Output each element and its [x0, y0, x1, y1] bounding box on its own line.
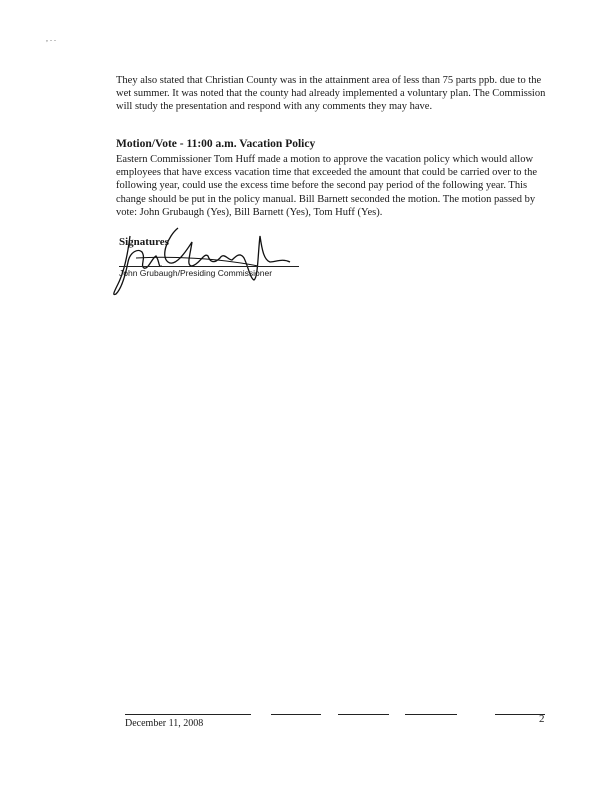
motion-paragraph: Eastern Commissioner Tom Huff made a motion to approve the vacation policy which would allow employees that have excess vacation time that exceeded the amount that could be carried over to the following year, could use the excess time before the second pay period of the following year. This change should be put in the policy manual. Bill Barnett seconded the motion. The motion passed by vote: John Grubaugh (Yes), Bill Barnett (Yes), Tom Huff (Yes). [116, 154, 537, 218]
footer-date: December 11, 2008 [125, 718, 204, 729]
handwritten-signature [108, 222, 308, 300]
scan-specks: , . . [46, 34, 56, 43]
motion-heading: Motion/Vote - 11:00 a.m. Vacation Policy [116, 138, 316, 150]
signer-name: John Grubaugh/Presiding Commissioner [119, 268, 273, 278]
footer-rule [125, 714, 251, 715]
intro-paragraph: They also stated that Christian County was in the attainment area of less than 75 parts ppb. due to the wet summer. It was noted that the county had already implemented a voluntary plan. The Commission will study the presentation and respond with any comments they may have. [116, 75, 546, 113]
footer-rule [338, 714, 389, 715]
signature-line [119, 266, 299, 267]
footer-rule [405, 714, 457, 715]
footer-rule [271, 714, 321, 715]
page-number: 2 [539, 713, 545, 725]
footer-rule [495, 714, 545, 715]
signatures-title: Signatures [119, 236, 169, 248]
